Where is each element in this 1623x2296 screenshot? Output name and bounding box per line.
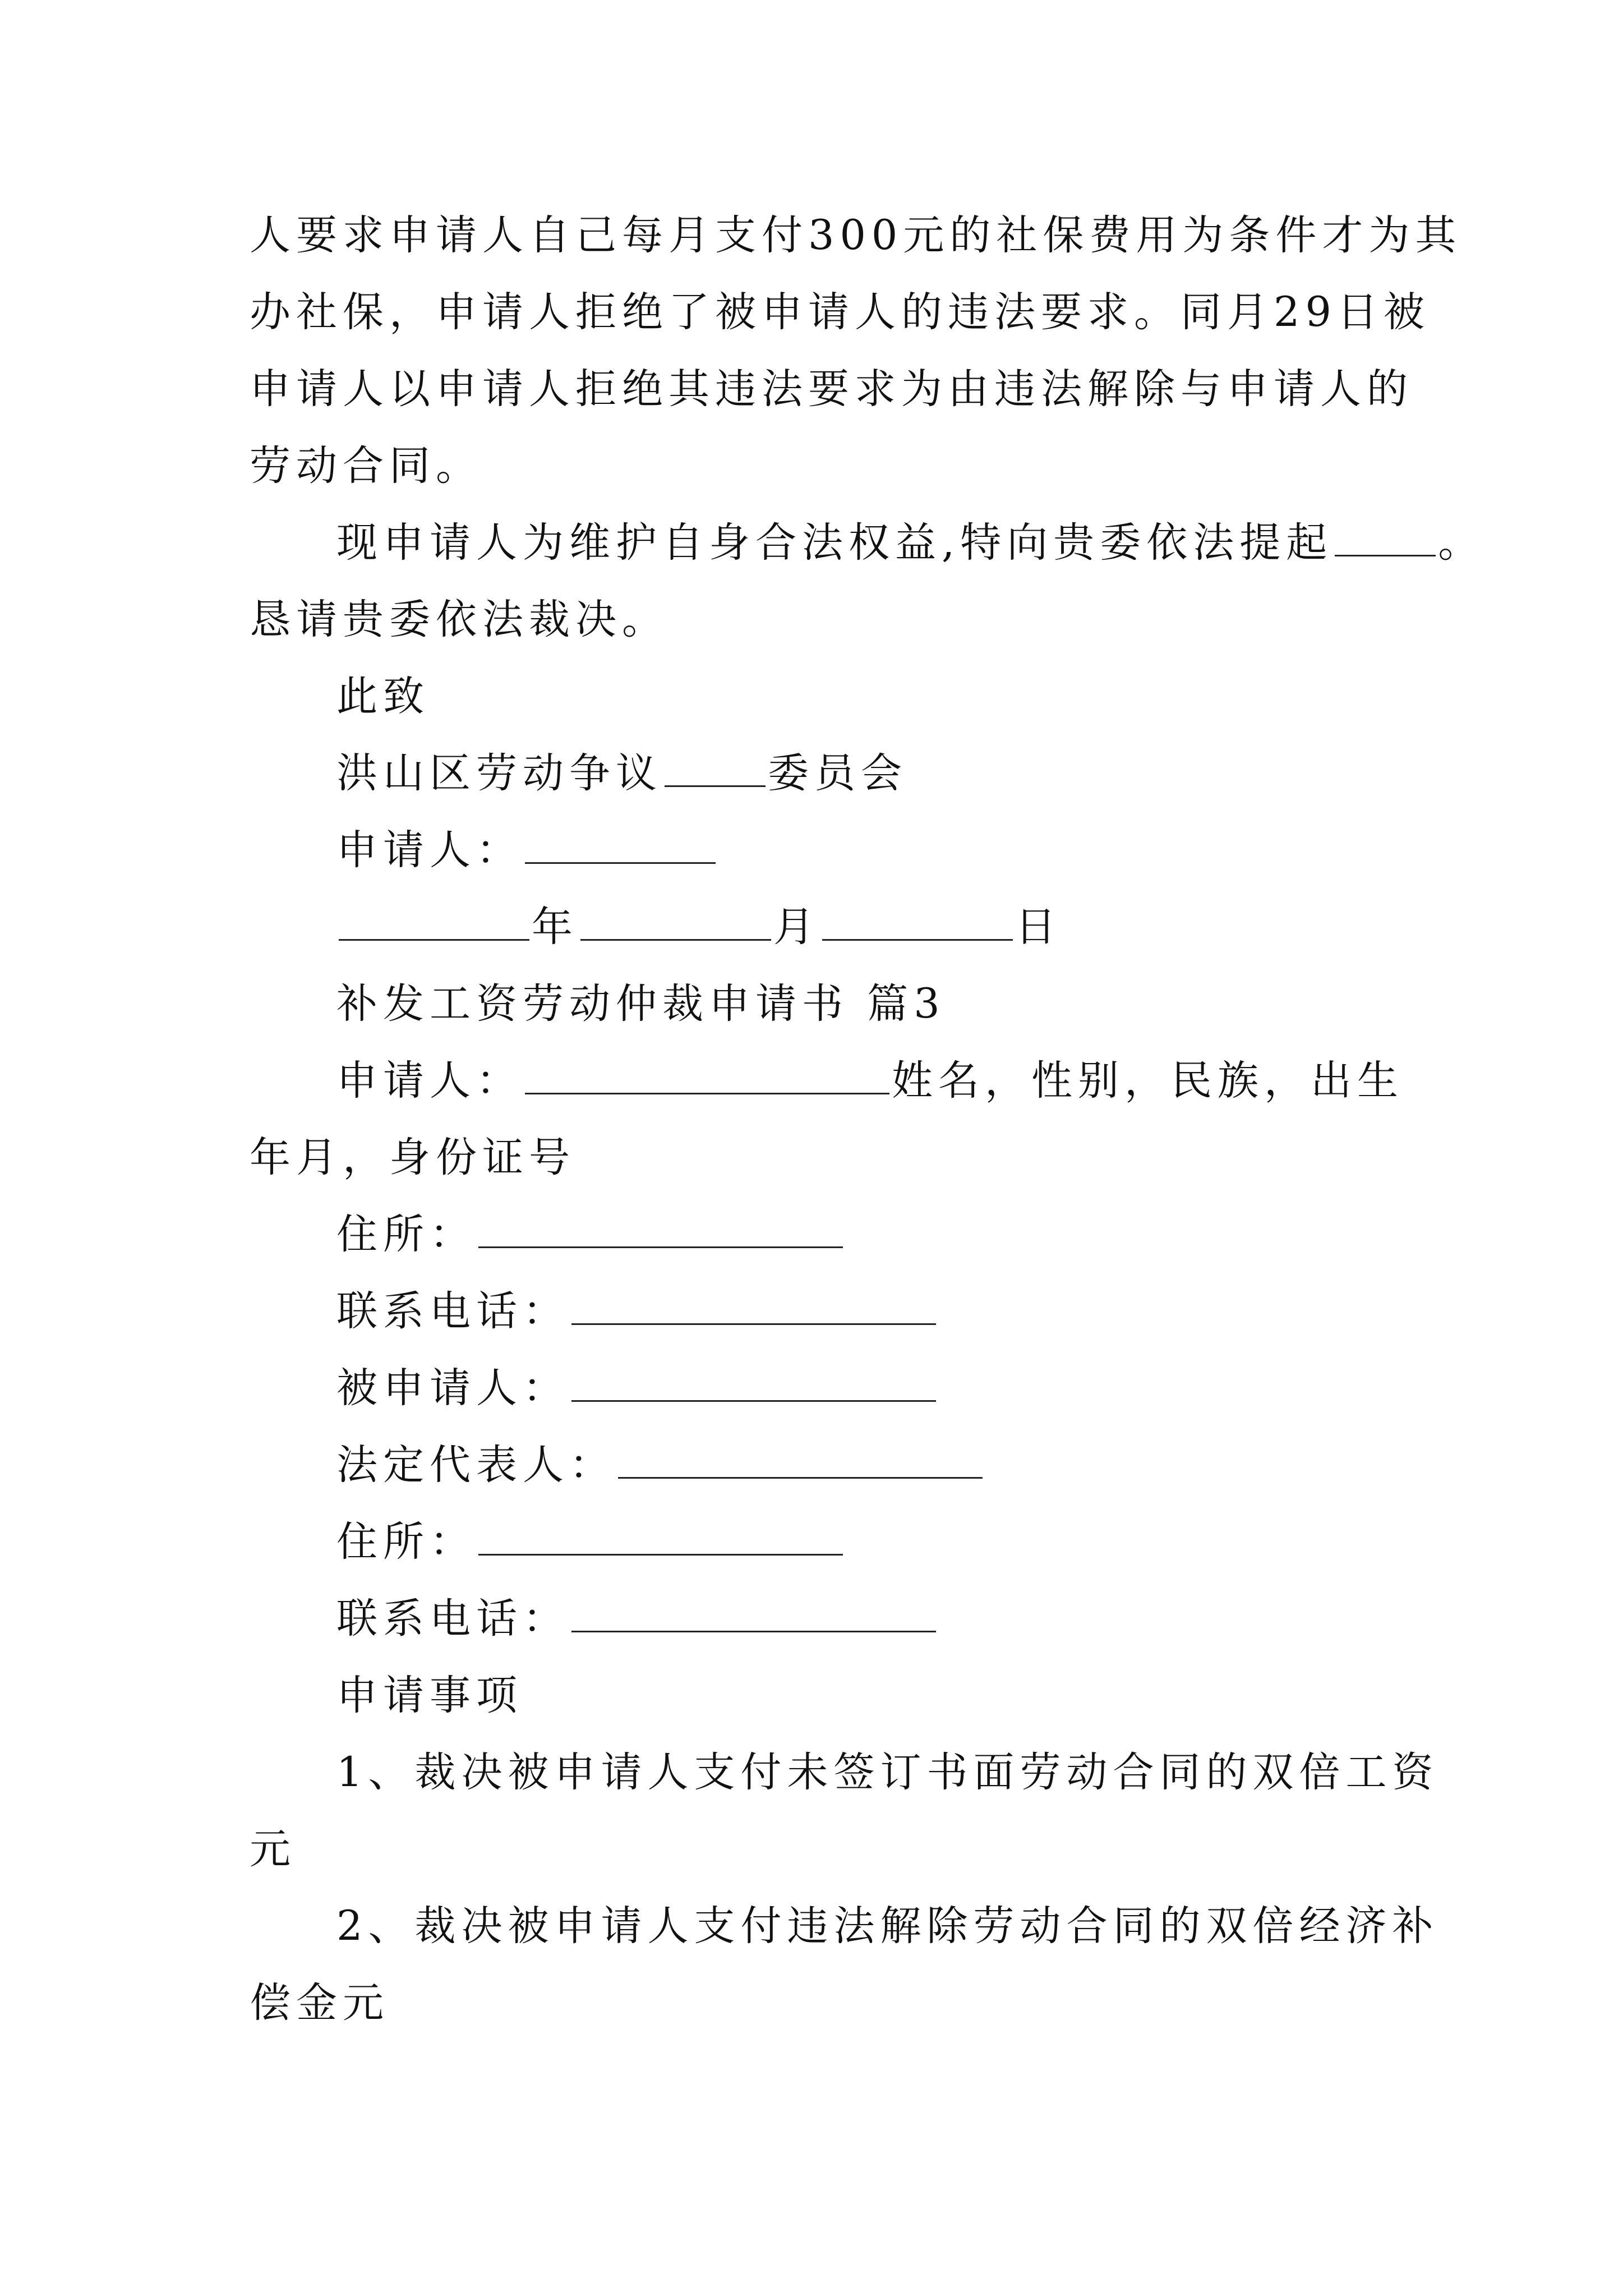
petition-blank[interactable] <box>1335 520 1436 556</box>
applicant-signature-label: 申请人： <box>336 826 523 874</box>
body-line: 申请人以申请人拒绝其违法要求为由违法解除与申请人的 <box>250 365 1413 413</box>
respondent-address-line <box>336 1514 845 1570</box>
day-blank[interactable] <box>822 904 1013 941</box>
respondent-line <box>336 1360 938 1416</box>
body-line: 人要求申请人自己每月支付300元的社保费用为条件才为其 <box>250 211 1462 259</box>
date-line <box>336 899 1062 955</box>
item-1-line: 1、裁决被申请人支付未签订书面劳动合同的双倍工资 <box>336 1749 1439 1796</box>
item-2-line: 2、裁决被申请人支付违法解除劳动合同的双倍经济补 <box>336 1902 1439 1950</box>
applicant-signature-line <box>336 822 718 878</box>
body-line: 办社保，申请人拒绝了被申请人的违法要求。同月29日被 <box>250 288 1430 336</box>
phone-line <box>336 1283 938 1340</box>
petition-text: 现申请人为维护自身合法权益,特向贵委依法提起 <box>336 519 1333 567</box>
item-1-continuation: 元 <box>250 1825 296 1873</box>
committee-prefix: 洪山区劳动争议 <box>336 749 662 797</box>
legal-rep-blank[interactable] <box>618 1442 983 1479</box>
month-blank[interactable] <box>580 904 771 941</box>
year-label: 年 <box>532 903 578 951</box>
petition-end: 。 <box>1438 519 1485 567</box>
respondent-address-label: 住所： <box>336 1518 476 1566</box>
phone-blank[interactable] <box>571 1289 936 1325</box>
matters-heading: 申请事项 <box>336 1672 523 1719</box>
respondent-address-blank[interactable] <box>478 1519 843 1556</box>
respondent-blank[interactable] <box>571 1365 936 1402</box>
applicant-signature-blank[interactable] <box>525 827 716 864</box>
month-label: 月 <box>773 903 820 951</box>
legal-rep-line <box>336 1437 985 1493</box>
respondent-phone-line <box>336 1591 938 1647</box>
committee-blank[interactable] <box>665 751 766 787</box>
phone-label: 联系电话： <box>336 1287 569 1335</box>
address-label: 住所： <box>336 1211 476 1258</box>
item-2-continuation: 偿金元 <box>250 1979 389 2027</box>
day-label: 日 <box>1015 903 1062 951</box>
address-blank[interactable] <box>478 1212 843 1248</box>
committee-line <box>336 746 907 802</box>
petition-line <box>336 515 1484 571</box>
applicant-blank[interactable] <box>525 1058 889 1094</box>
respondent-label: 被申请人： <box>336 1364 569 1412</box>
address-line <box>336 1207 845 1263</box>
petition-line-2: 恳请贵委依法裁决。 <box>250 596 668 643</box>
committee-suffix: 委员会 <box>768 749 907 797</box>
applicant-label: 申请人： <box>336 1057 523 1105</box>
section-title: 补发工资劳动仲裁申请书 篇3 <box>336 980 946 1028</box>
applicant-details: 姓名，性别，民族，出生 <box>892 1057 1404 1105</box>
applicant-line-2: 年月，身份证号 <box>250 1134 575 1181</box>
respondent-phone-label: 联系电话： <box>336 1595 569 1642</box>
respondent-phone-blank[interactable] <box>571 1596 936 1632</box>
applicant-line <box>336 1053 1404 1109</box>
legal-rep-label: 法定代表人： <box>336 1441 616 1489</box>
body-line: 劳动合同。 <box>250 442 482 490</box>
salutation: 此致 <box>336 673 430 720</box>
year-blank[interactable] <box>339 904 529 941</box>
